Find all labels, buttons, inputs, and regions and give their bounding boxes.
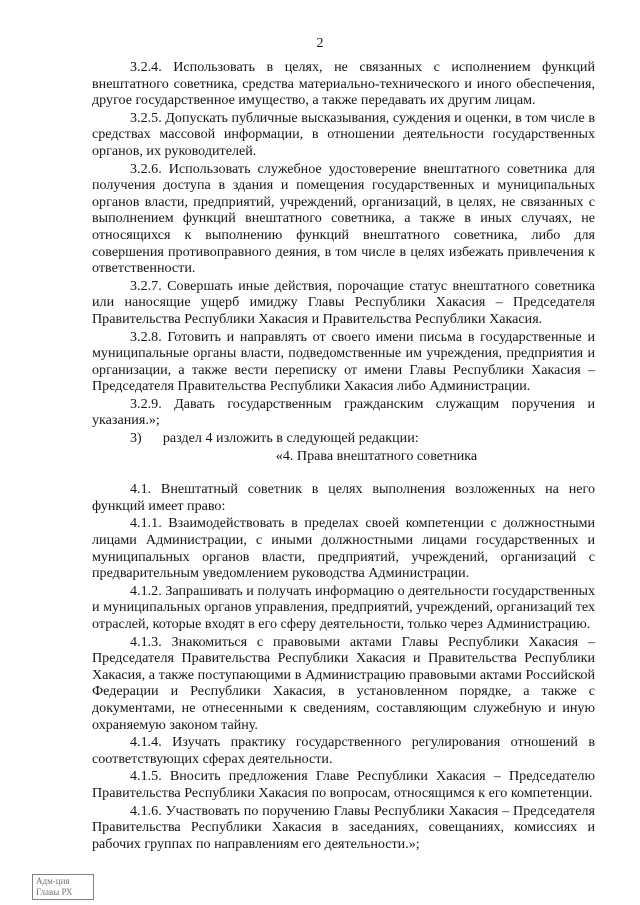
paragraph-4-1-5: 4.1.5. Вносить предложения Главе Республики Хакасия – Председателю Правительства Республики Хакасия по вопросам, относящимся к его компетенции.: [92, 768, 595, 801]
paragraph-4-1-2: 4.1.2. Запрашивать и получать информацию о деятельности государственных и муниципальных органов управления, предприятий, учреждений, организаций тех отраслей, которые входят в его сферу деятельности, только через Администрацию.: [92, 582, 595, 632]
page-number: 2: [316, 36, 324, 51]
paragraph-3-2-6: 3.2.6. Использовать служебное удостоверение внештатного советника для получения доступа в здания и помещения государственных и муниципальных органов власти, предприятий, учреждений, организаций, в целях, не связанных с выполнением функций внештатного советника, а также в иных случаях, не относящихся к выполнению функций внештатного советника, либо для совершения противоправного деяния, в том числе в целях избежать привлечения к ответственности.: [92, 160, 595, 277]
document-body: [92, 59, 595, 853]
registration-stamp: [32, 874, 94, 900]
paragraph-4-1: 4.1. Внештатный советник в целях выполнения возложенных на него функций имеет право:: [92, 481, 595, 514]
stamp-line-2: Главы РХ: [36, 887, 73, 897]
paragraph-4-1-6: 4.1.6. Участвовать по поручению Главы Республики Хакасия – Председателя Правительства Республики Хакасия в заседаниях, совещаниях, комиссиях и рабочих группах по направлениям его деятельности.»;: [92, 802, 595, 852]
paragraph-4-1-4: 4.1.4. Изучать практику государственного регулирования отношений в соответствующих сферах деятельности.: [92, 734, 595, 767]
paragraph-4-1-3: 4.1.3. Знакомиться с правовыми актами Главы Республики Хакасия – Председателя Правительства Республики Хакасия и Правительства Республики Хакасия, а также поступающими в Администрацию правовыми актами Российской Федерации и Республики Хакасия, в установленном порядке, а также с документами, не отнесенными к сведениям, составляющим служебную и иную охраняемую законом тайну.: [92, 633, 595, 733]
paragraph-3-2-7: 3.2.7. Совершать иные действия, порочащие статус внештатного советника или наносящие ущерб имиджу Главы Республики Хакасия – Председателя Правительства Республики Хакасия и Правительства Республики Хакасия.: [92, 277, 595, 327]
paragraph-4-1-1: 4.1.1. Взаимодействовать в пределах своей компетенции с должностными лицами Администрации, с иными должностными лицами государственных и муниципальных органов власти, предприятий, учреждений, организаций с предварительным уведомлением руководства Администрации.: [92, 515, 595, 582]
paragraph-3-2-5: 3.2.5. Допускать публичные высказывания, суждения и оценки, в том числе в средствах массовой информации, в отношении деятельности государственных органов, их руководителей.: [92, 109, 595, 159]
section-heading: «4. Права внештатного советника: [275, 447, 478, 464]
paragraph-3-2-8: 3.2.8. Готовить и направлять от своего имени письма в государственные и муниципальные органы власти, подведомственные им учреждения, предприятия и организации, а также вести переписку от имени Главы Республики Хакасия – Председателя Правительства Республики Хакасия либо Администрации.: [92, 328, 595, 395]
stamp-line-1: Адм-ция: [36, 876, 70, 886]
amendment-item-3: 3) раздел 4 изложить в следующей редакции:: [130, 430, 419, 447]
paragraph-3-2-9: 3.2.9. Давать государственным гражданским служащим поручения и указания.»;: [92, 395, 595, 429]
paragraph-3-2-4: 3.2.4. Использовать в целях, не связанных с исполнением функций внештатного советника, средства материально-технического и иного обеспечения, другое государственное имущество, а также передавать их другим лицам.: [92, 59, 595, 109]
